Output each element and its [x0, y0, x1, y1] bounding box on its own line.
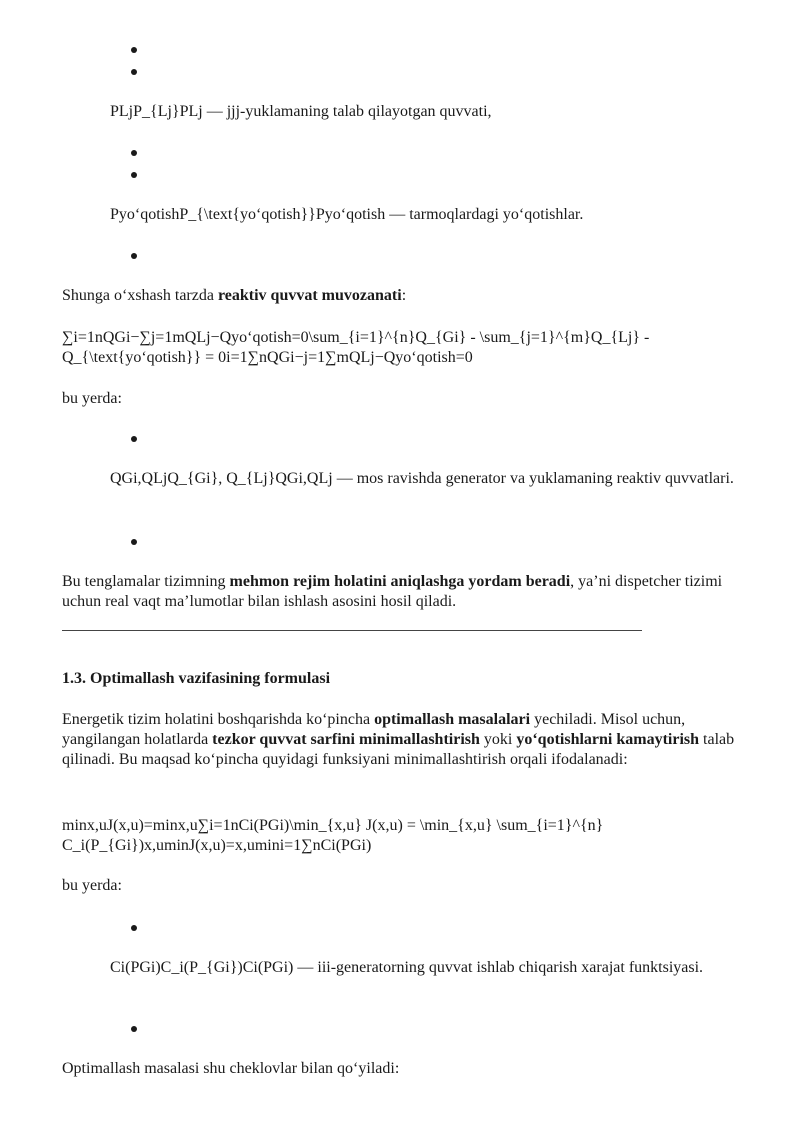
cost-function-definition: Ci(PGi)C_i(P_{Gi})Ci(PGi) — iii-generatorning quvvat ishlab chiqarish xarajat funktsiyasi.: [110, 959, 704, 976]
reactive-intro: [62, 286, 762, 306]
opt-bold: tezkor quvvat sarfini minimallashtirish: [212, 731, 480, 748]
where-label: bu yerda:: [62, 877, 122, 894]
where-label: bu yerda:: [62, 390, 122, 407]
pl-definition: PLjP_{Lj}PLj — jjj-yuklamaning talab qilayotgan quvvati,: [110, 103, 492, 120]
reactive-intro-colon: :: [401, 287, 407, 304]
ploss-definition: Pyo‘qotishP_{\text{yo‘qotish}}Pyo‘qotish — tarmoqlardagi yo‘qotishlar.: [110, 206, 584, 223]
opt-text: yoki: [479, 731, 517, 748]
summary-paragraph: [62, 572, 762, 612]
optimization-paragraph: [62, 710, 762, 770]
reactive-intro-bold: reaktiv quvvat muvozanati: [217, 287, 402, 304]
summary-text-end: , ya’ni dispetcher tizimi uchun real vaqt ma’lumotlar bilan ishlash asosini hosil qiladi.: [62, 573, 723, 610]
summary-bold: mehmon rejim holatini aniqlashga yordam beradi: [229, 573, 571, 590]
bullet-marker: [131, 253, 137, 259]
bullet-marker: [131, 47, 137, 53]
objective-formula: minx,uJ(x,u)=minx,u∑i=1nCi(PGi)\min_{x,u} J(x,u) = \min_{x,u} \sum_{i=1}^{n} C_i(P_{Gi})x,uminJ(x,u)=x,umini=1∑nCi(PGi): [62, 817, 604, 854]
bullet-marker: [131, 172, 137, 178]
horizontal-rule: [62, 630, 642, 631]
bullet-marker: [131, 150, 137, 156]
reactive-balance-formula: ∑i=1nQGi−∑j=1mQLj−Qyo‘qotish=0\sum_{i=1}^{n}Q_{Gi} - \sum_{j=1}^{m}Q_{Lj} - Q_{\text{yo‘qotish}} = 0i=1∑nQGi−j=1∑mQLj−Qyo‘qotish=0: [62, 329, 650, 366]
section-heading: 1.3. Optimallash vazifasining formulasi: [62, 670, 331, 687]
reactive-intro-text: Shunga o‘xshash tarzda: [62, 287, 218, 304]
q-definition: QGi,QLjQ_{Gi}, Q_{Lj}QGi,QLj — mos ravishda generator va yuklamaning reaktiv quvvatlari.: [110, 470, 734, 487]
bullet-marker: [131, 69, 137, 75]
closing-line: Optimallash masalasi shu cheklovlar bilan qo‘yiladi:: [62, 1060, 400, 1077]
bullet-marker: [131, 539, 137, 545]
opt-bold: optimallash masalalari: [374, 711, 531, 728]
opt-bold: yo‘qotishlarni kamaytirish: [516, 731, 700, 748]
opt-text: yechiladi. Misol uchun, yangilangan holatlarda: [62, 711, 686, 748]
summary-text: Bu tenglamalar tizimning: [62, 573, 230, 590]
bullet-marker: [131, 925, 137, 931]
opt-text: talab qilinadi. Bu maqsad ko‘pincha quyidagi funksiyani minimallashtirish orqali ifodalanadi:: [62, 731, 735, 768]
opt-text: Energetik tizim holatini boshqarishda ko‘pincha: [62, 711, 375, 728]
bullet-marker: [131, 1026, 137, 1032]
bullet-marker: [131, 436, 137, 442]
